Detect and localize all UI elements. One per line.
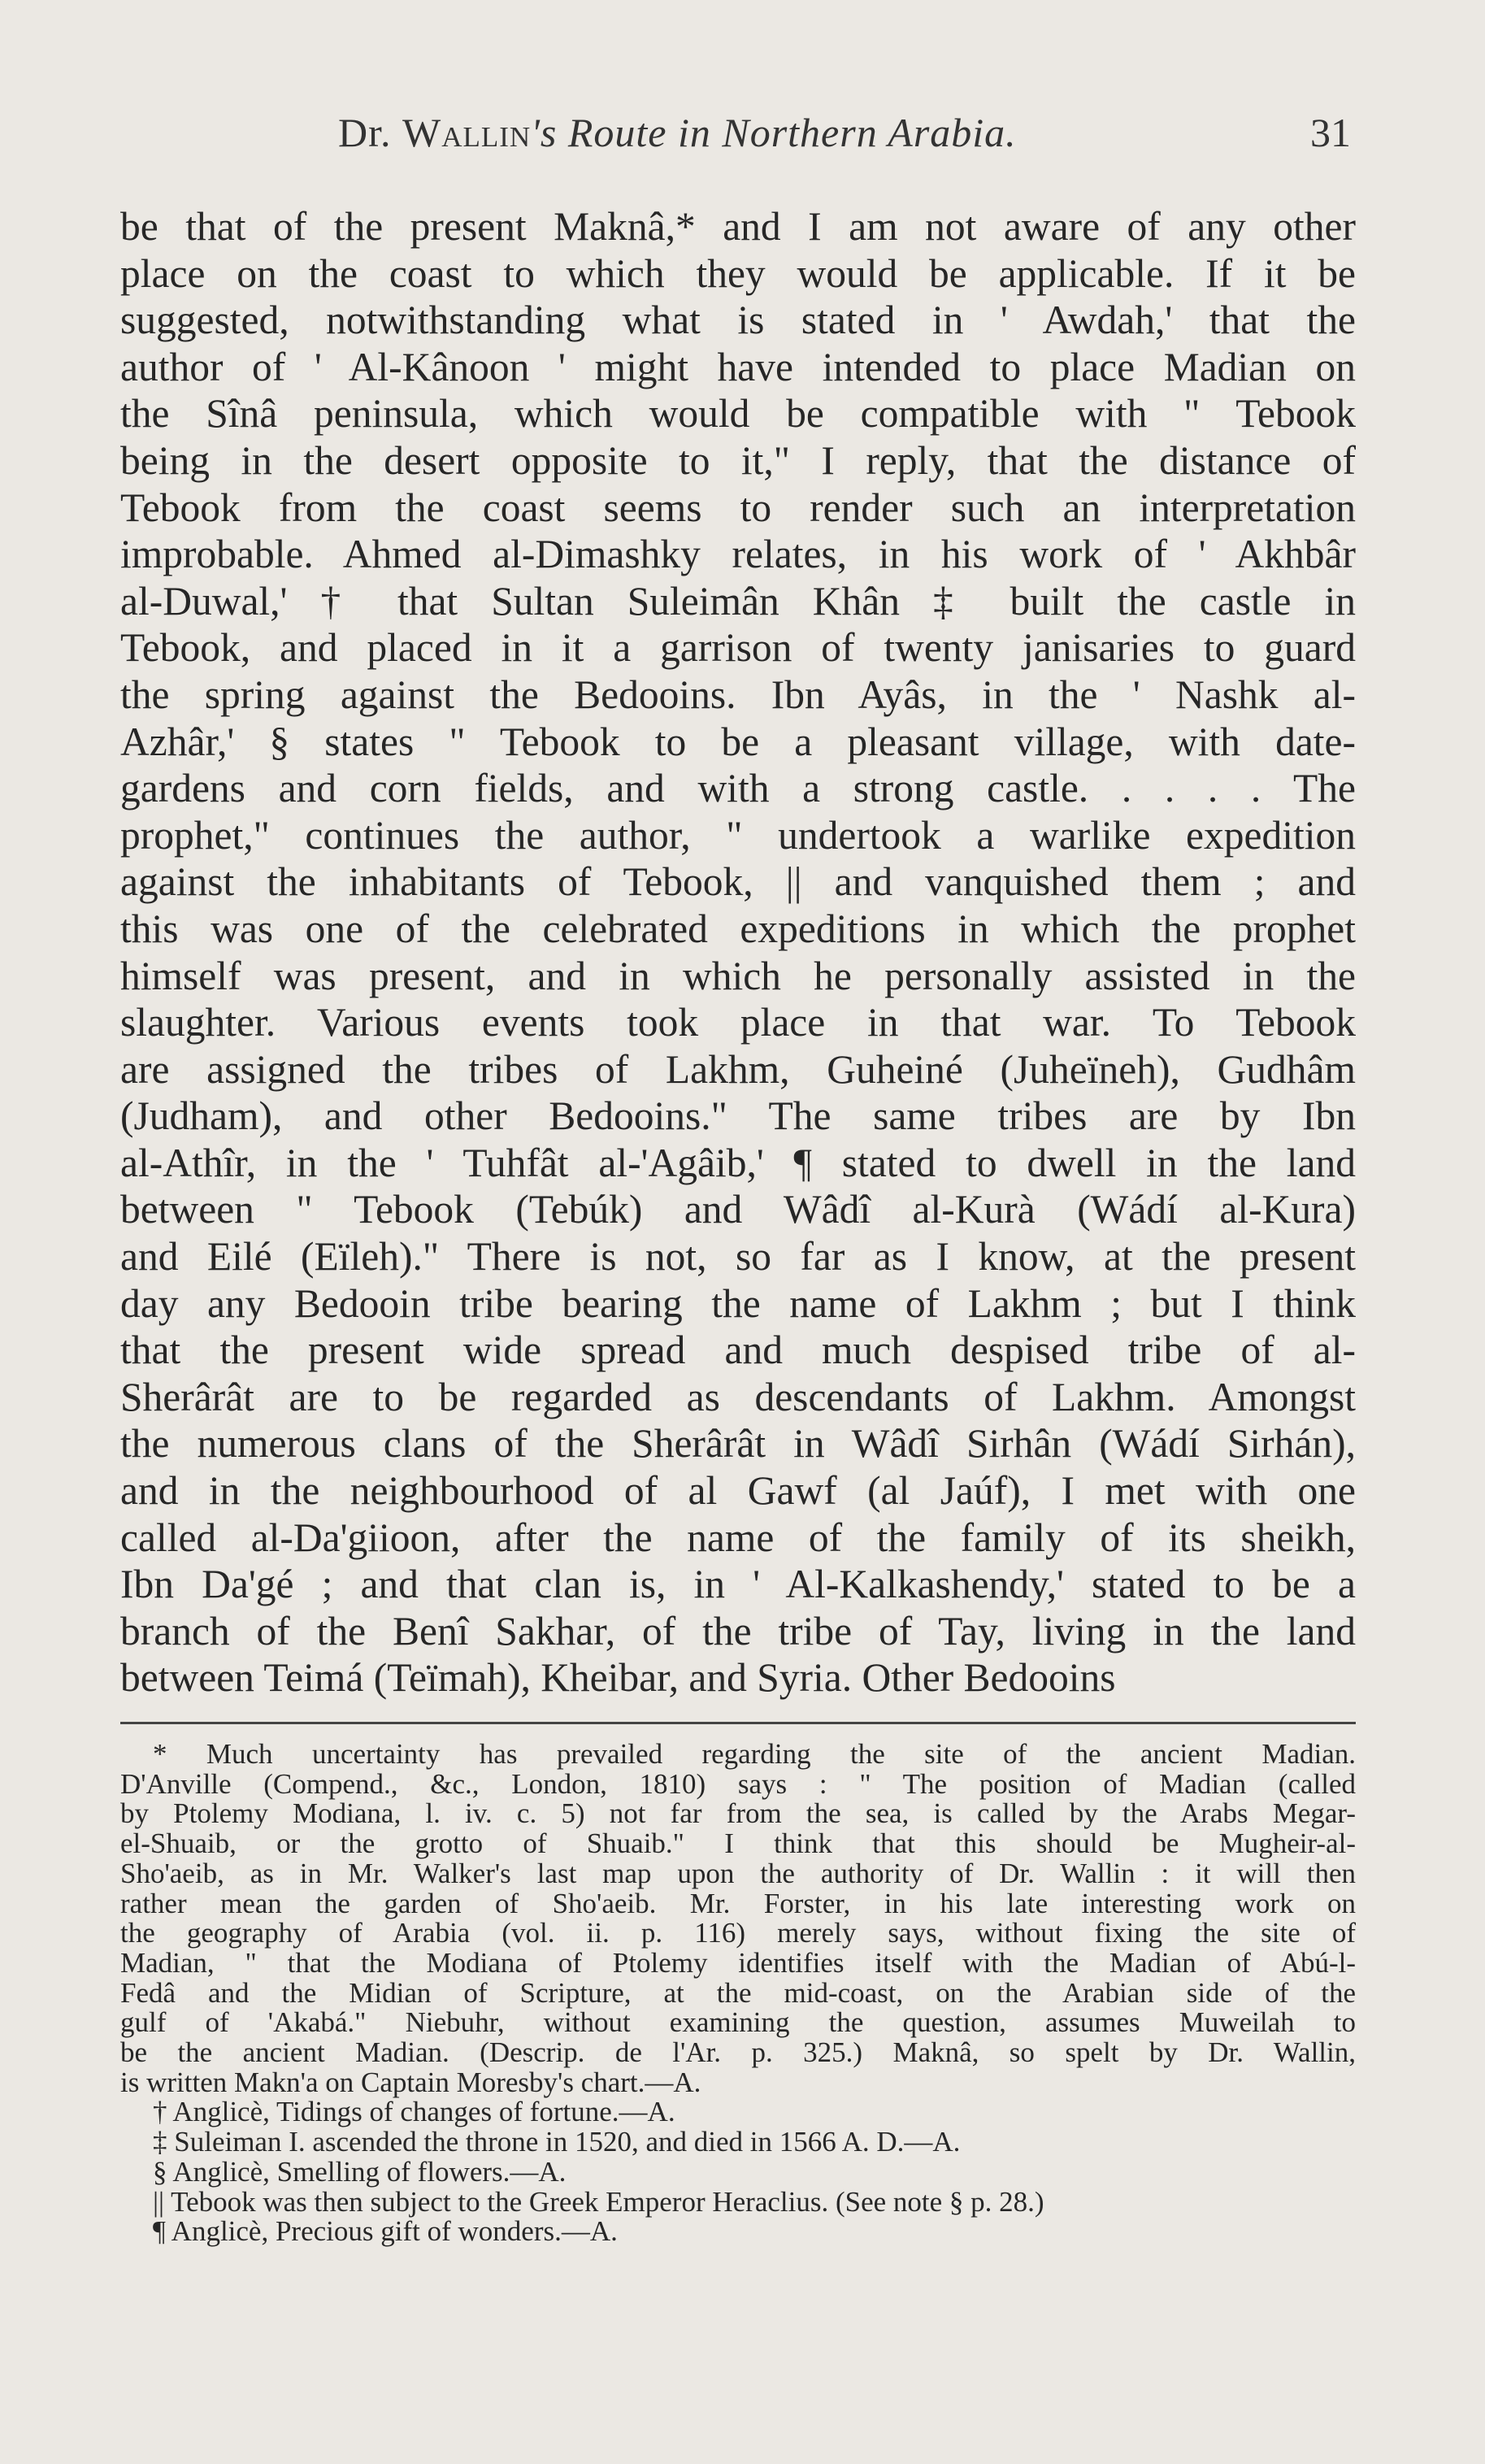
- footnote-line: el-Shuaib, or the grotto of Shuaib." I think that this should be Mugheir-al-: [120, 1827, 1356, 1860]
- running-head-title: Route in Northern Arabia.: [567, 110, 1017, 155]
- footnote-divider: [120, 1722, 1356, 1724]
- footnote-line: rather mean the garden of Sho'aeib. Mr. Forster, in his late interesting work on: [120, 1887, 1356, 1919]
- footnote-line: the geography of Arabia (vol. ii. p. 116) merely says, without fixing the site of: [120, 1917, 1356, 1949]
- running-head-prefix: Dr.: [338, 110, 402, 155]
- body-line: the Sînâ peninsula, which would be compatible with " Tebook: [120, 391, 1356, 437]
- body-line: day any Bedooin tribe bearing the name of Lakhm ; but I think: [120, 1280, 1356, 1326]
- body-line: being in the desert opposite to it," I reply, that the distance of: [120, 437, 1356, 483]
- body-line: called al-Da'giioon, after the name of the family of its sheikh,: [120, 1514, 1356, 1560]
- running-head: [338, 109, 1017, 156]
- footnote-line: * Much uncertainty has prevailed regarding the site of the ancient Madian.: [153, 1738, 1356, 1770]
- footnote-line: Madian, " that the Modiana of Ptolemy identifies itself with the Madian of Abú-l-: [120, 1946, 1356, 1979]
- footnote-line: is written Makn'a on Captain Moresby's chart.—A.: [120, 2066, 701, 2098]
- body-line: al-Duwal,' † that Sultan Suleimân Khân ‡ built the castle in: [120, 578, 1356, 624]
- footnotes: [120, 1740, 1356, 2247]
- footnote-line: gulf of 'Akabá." Niebuhr, without examining the question, assumes Muweilah to: [120, 2006, 1356, 2039]
- body-line: branch of the Benî Sakhar, of the tribe of Tay, living in the land: [120, 1608, 1356, 1654]
- body-line: prophet," continues the author, " undertook a warlike expedition: [120, 812, 1356, 858]
- footnote-line: Fedâ and the Midian of Scripture, at the mid-coast, on the Arabian side of the: [120, 1976, 1356, 2009]
- running-head-author: Wallin: [402, 110, 532, 155]
- footnote-line: be the ancient Madian. (Descrip. de l'Ar. p. 325.) Maknâ, so spelt by Dr. Wallin,: [120, 2036, 1356, 2069]
- body-line: al-Athîr, in the ' Tuhfât al-'Agâib,' ¶ stated to dwell in the land: [120, 1140, 1356, 1185]
- body-line: place on the coast to which they would be applicable. If it be: [120, 250, 1356, 296]
- body-line: Tebook from the coast seems to render such an interpretation: [120, 485, 1356, 530]
- footnote-double-dagger: ‡ Suleiman I. ascended the throne in 1520, and died in 1566 A. D.—A.: [153, 2126, 961, 2158]
- footnote-line: by Ptolemy Modiana, l. iv. c. 5) not far from the sea, is called by the Arabs Megar-: [120, 1797, 1356, 1830]
- body-line: that the present wide spread and much despised tribe of al-: [120, 1328, 1356, 1373]
- body-line: himself was present, and in which he personally assisted in the: [120, 953, 1356, 998]
- body-line: the numerous clans of the Sherârât in Wâdî Sirhân (Wádí Sirhán),: [120, 1421, 1356, 1467]
- page-header: [120, 107, 1356, 164]
- body-line: Azhâr,' § states " Tebook to be a pleasant village, with date-: [120, 719, 1356, 764]
- footnote-pilcrow: ¶ Anglicè, Precious gift of wonders.—A.: [153, 2215, 618, 2248]
- body-line: between " Tebook (Tebúk) and Wâdî al-Kurà (Wádí al-Kura): [120, 1187, 1356, 1232]
- body-line: and Eilé (Eïleh)." There is not, so far as I know, at the present: [120, 1234, 1356, 1280]
- page-number: 31: [1310, 110, 1351, 155]
- body-line: be that of the present Maknâ,* and I am not aware of any other: [120, 204, 1356, 249]
- body-line: Sherârât are to be regarded as descendants of Lakhm. Amongst: [120, 1374, 1356, 1419]
- body-line: slaughter. Various events took place in that war. To Tebook: [120, 1000, 1356, 1045]
- body-line: Tebook, and placed in it a garrison of twenty janisaries to guard: [120, 625, 1356, 671]
- body-line: and in the neighbourhood of al Gawf (al Jaúf), I met with one: [120, 1468, 1356, 1514]
- body-line: gardens and corn fields, and with a strong castle. . . . . The: [120, 766, 1356, 811]
- footnote-line: D'Anville (Compend., &c., London, 1810) says : " The position of Madian (called: [120, 1767, 1356, 1800]
- body-line: between Teimá (Teïmah), Kheibar, and Syria. Other Bedooins: [120, 1655, 1116, 1701]
- footnote-parallel: || Tebook was then subject to the Greek Emperor Heraclius. (See note § p. 28.): [153, 2185, 1044, 2218]
- body-line: suggested, notwithstanding what is stated in ' Awdah,' that the: [120, 298, 1356, 343]
- running-head-possessive: 's: [531, 110, 568, 155]
- body-line: Ibn Da'gé ; and that clan is, in ' Al-Kalkashendy,' stated to be a: [120, 1562, 1356, 1607]
- footnote-section: § Anglicè, Smelling of flowers.—A.: [153, 2155, 567, 2188]
- footnote-line: Sho'aeib, as in Mr. Walker's last map upon the authority of Dr. Wallin : it will then: [120, 1857, 1356, 1889]
- body-line: (Judham), and other Bedooins." The same tribes are by Ibn: [120, 1093, 1356, 1139]
- body-text: [120, 203, 1356, 1701]
- body-line: against the inhabitants of Tebook, || and vanquished them ; and: [120, 859, 1356, 905]
- body-line: are assigned the tribes of Lakhm, Guheiné (Juheïneh), Gudhâm: [120, 1046, 1356, 1092]
- body-line: author of ' Al-Kânoon ' might have intended to place Madian on: [120, 344, 1356, 389]
- body-line: this was one of the celebrated expeditions in which the prophet: [120, 906, 1356, 951]
- footnote-dagger: † Anglicè, Tidings of changes of fortune.—A.: [153, 2096, 675, 2128]
- body-line: improbable. Ahmed al-Dimashky relates, in his work of ' Akhbâr: [120, 532, 1356, 577]
- body-line: the spring against the Bedooins. Ibn Ayâs, in the ' Nashk al-: [120, 671, 1356, 717]
